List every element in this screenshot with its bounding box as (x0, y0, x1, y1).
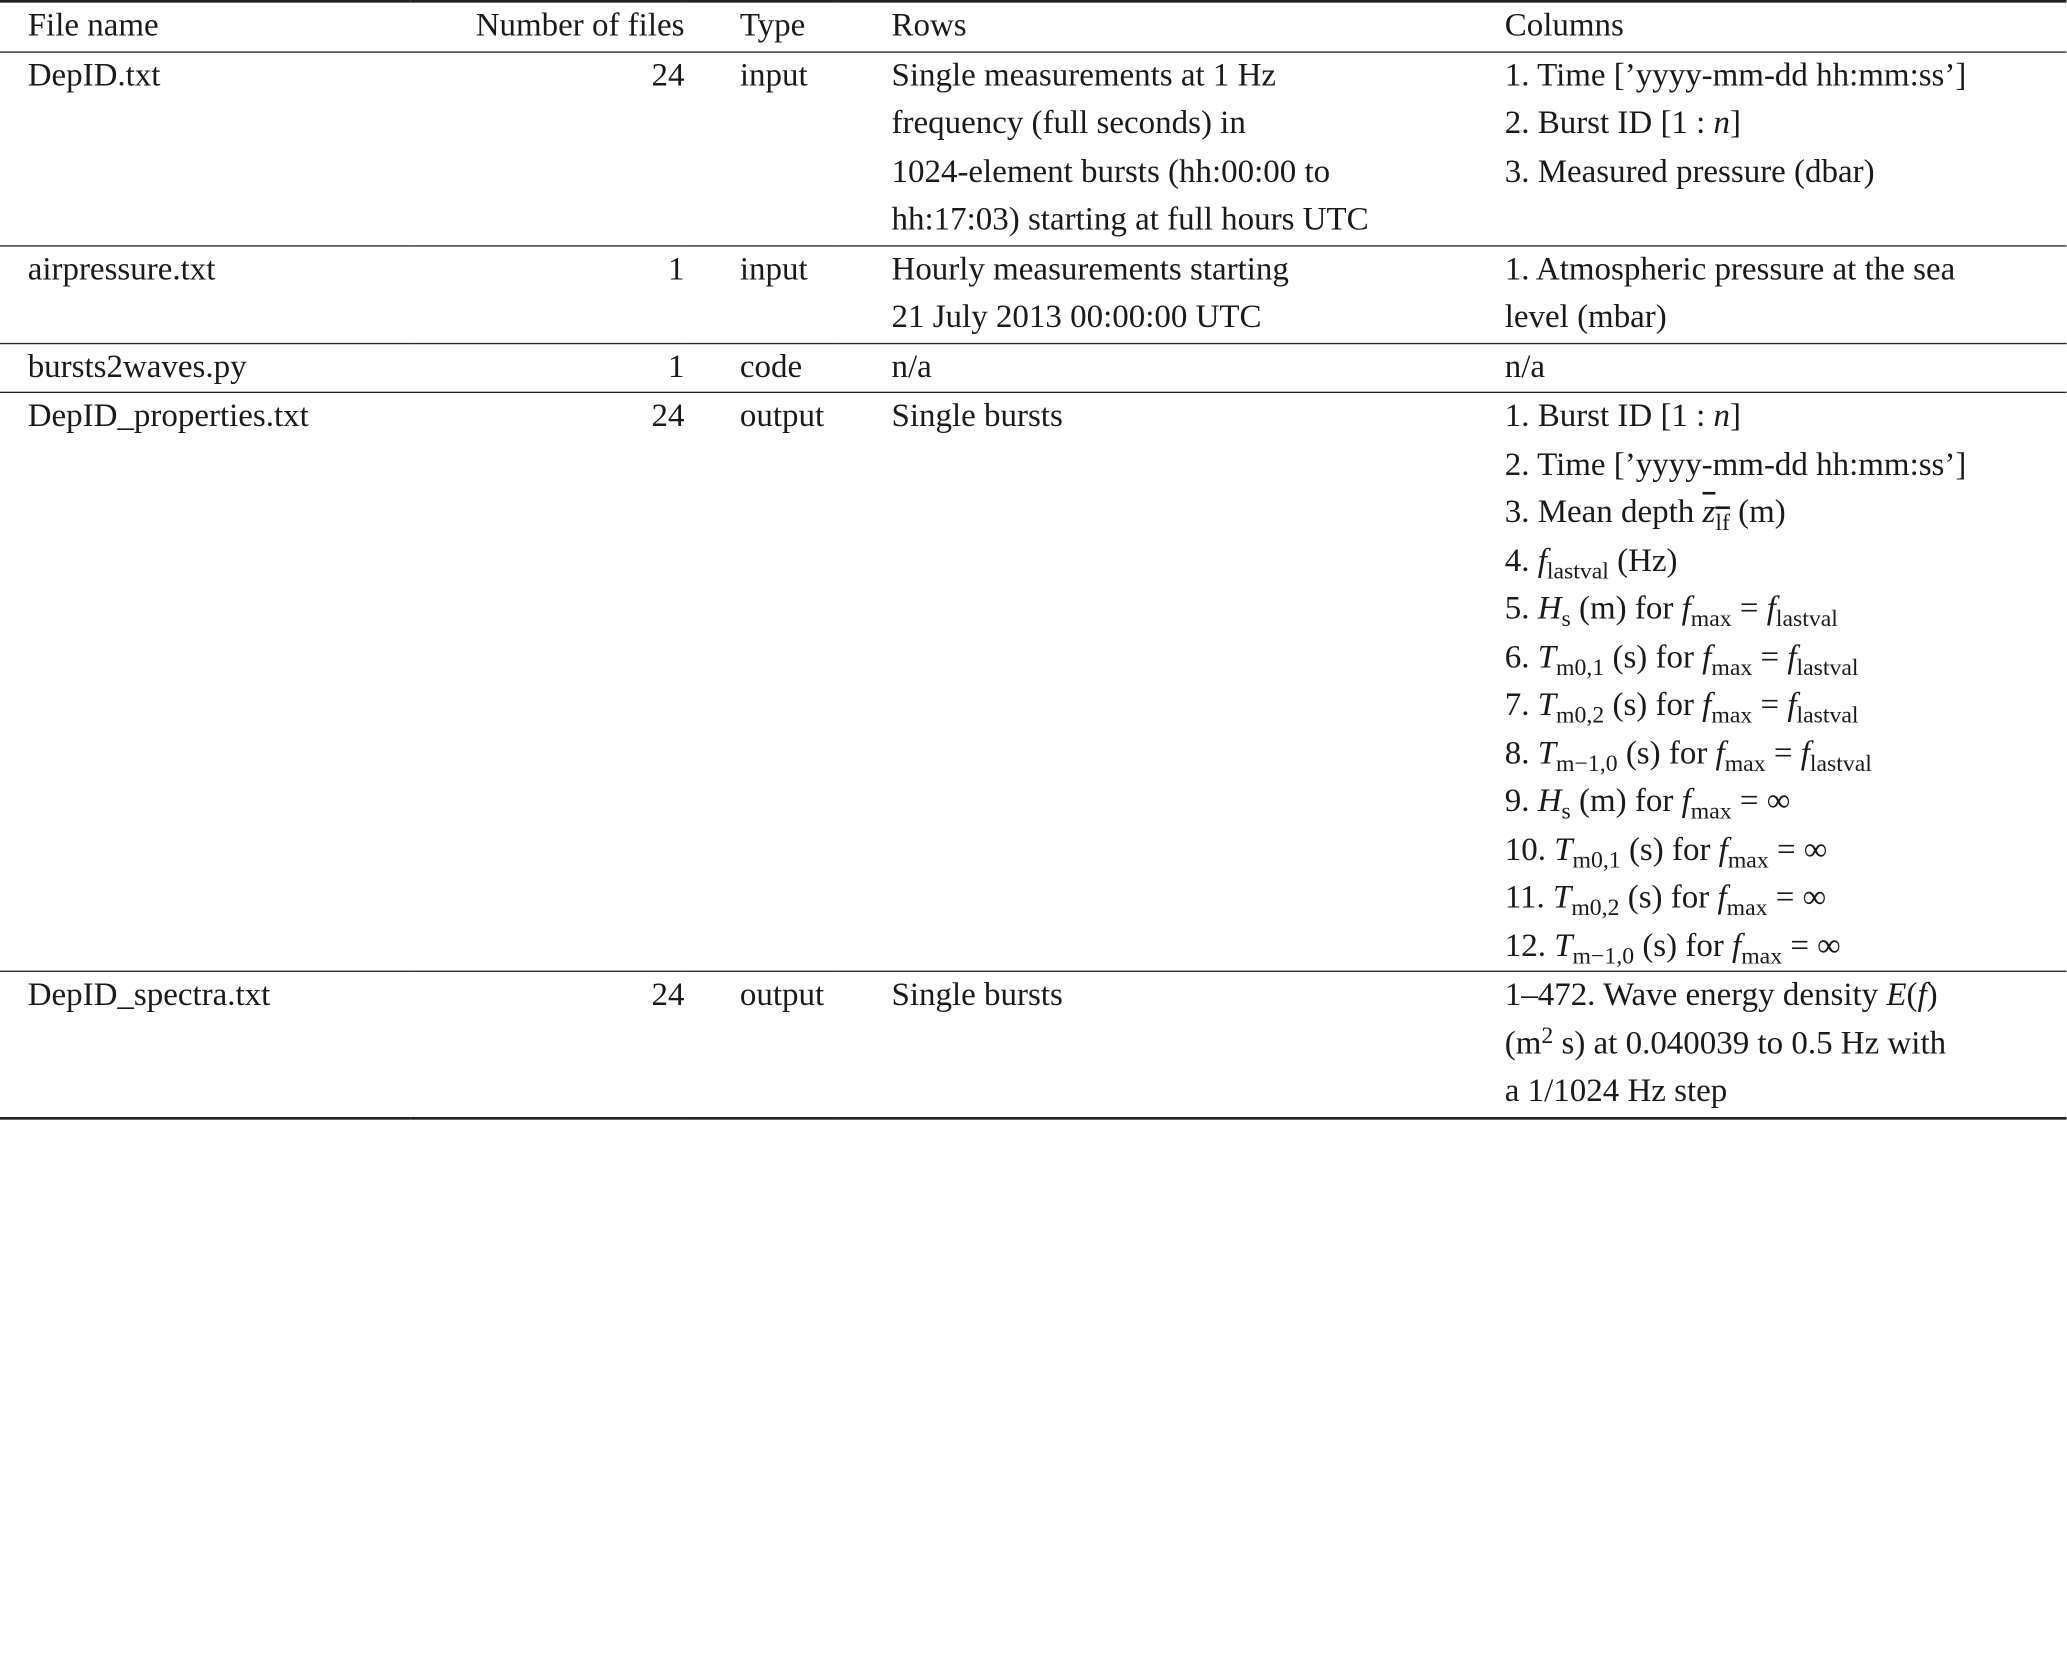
rows-line: Single bursts (891, 398, 1063, 434)
header-row (0, 1, 2067, 51)
columns-line: 6. $T_{m0,1}$ (s) for $f_{max} = f_{lastval}$ (1504, 638, 1859, 680)
cell-rows (837, 343, 1452, 392)
cell-columns (1452, 392, 2067, 971)
columns-line: 11. $T_{m0,2}$ (s) for $f_{max}$ = ∞ (1504, 879, 1827, 921)
rows-line: n/a (891, 348, 932, 385)
cell-file-name: DepID.txt (0, 51, 410, 245)
rows-line: Single measurements at 1 Hz (891, 57, 1277, 93)
table-body (0, 51, 2067, 1117)
cell-file-name: airpressure.txt (0, 245, 410, 343)
table-row (0, 245, 2067, 343)
columns-line: 9. $H_s$ (m) for $f_{max}$ = ∞ (1504, 783, 1791, 824)
cell-file-name: DepID_properties.txt (0, 392, 410, 971)
rows-line: frequency (full seconds) in (891, 105, 1246, 142)
rows-line: 1024-element bursts (hh:00:00 to (891, 153, 1331, 190)
cell-number-of-files: 24 (410, 971, 684, 1117)
cell-type: output (684, 971, 837, 1117)
cell-file-name: DepID_spectra.txt (0, 971, 410, 1117)
cell-number-of-files: 1 (410, 343, 684, 392)
columns-line: 3. Measured pressure (dbar) (1504, 153, 1875, 190)
header-rows: Rows (837, 1, 1452, 51)
cell-type: output (684, 392, 837, 971)
columns-line: 10. $T_{m0,1}$ (s) for $f_{max}$ = ∞ (1504, 831, 1828, 873)
table-row (0, 51, 2067, 245)
table-row (0, 971, 2067, 1117)
header-type: Type (684, 1, 837, 51)
columns-line: 12. $T_{m-1,0}$ (s) for $f_{max}$ = ∞ (1504, 927, 1841, 969)
columns-line: 8. $T_{m-1,0}$ (s) for $f_{max} = f_{lastval}$ (1504, 735, 1872, 776)
rows-line: Single bursts (891, 977, 1063, 1013)
columns-line: 2. Burst ID [1 : n] (1504, 105, 1742, 142)
cell-columns (1452, 343, 2067, 392)
cell-columns (1452, 971, 2067, 1117)
table-row (0, 392, 2067, 971)
columns-line: n/a (1504, 348, 1546, 385)
columns-line: a 1/1024 Hz step (1504, 1073, 1728, 1110)
cell-rows (837, 392, 1452, 971)
columns-line: 4. $f_{lastval}$ (Hz) (1504, 542, 1678, 584)
columns-line: 1. Time [’yyyy-mm-dd hh:mm:ss’] (1504, 57, 1967, 93)
columns-line: ($m^2$ s) at 0.040039 to 0.5 Hz with (1504, 1021, 1947, 1061)
cell-type: input (684, 51, 837, 245)
cell-columns (1452, 245, 2067, 343)
columns-line: 1. Burst ID [1 : n] (1504, 398, 1742, 434)
cell-number-of-files: 24 (410, 392, 684, 971)
columns-line: 7. $T_{m0,2}$ (s) for $f_{max} = f_{lastval}$ (1504, 687, 1859, 728)
cell-rows (837, 971, 1452, 1117)
columns-line: 5. $H_s$ (m) for $f_{max} = f_{lastval}$ (1504, 590, 1838, 632)
header-columns: Columns (1452, 1, 2067, 51)
rows-line: 21 July 2013 00:00:00 UTC (891, 299, 1262, 335)
columns-line: 1–472. Wave energy density E(f) (1504, 977, 1938, 1013)
cell-columns (1452, 51, 2067, 245)
columns-line: 2. Time [’yyyy-mm-dd hh:mm:ss’] (1504, 446, 1967, 483)
rows-line: hh:17:03) starting at full hours UTC (891, 201, 1369, 238)
cell-type: input (684, 245, 837, 343)
cell-type: code (684, 343, 837, 392)
cell-file-name: bursts2waves.py (0, 343, 410, 392)
columns-line: 1. Atmospheric pressure at the sea (1504, 251, 1956, 287)
header-file-name: File name (0, 1, 410, 51)
cell-rows (837, 51, 1452, 245)
columns-line: 3. Mean depth $z_{lf}$ (m) (1504, 494, 1786, 536)
table-row (0, 343, 2067, 392)
columns-line: level (mbar) (1504, 299, 1667, 335)
cell-rows (837, 245, 1452, 343)
header-number-of-files: Number of files (410, 1, 684, 51)
cell-number-of-files: 24 (410, 51, 684, 245)
rows-line: Hourly measurements starting (891, 251, 1289, 287)
cell-number-of-files: 1 (410, 245, 684, 343)
